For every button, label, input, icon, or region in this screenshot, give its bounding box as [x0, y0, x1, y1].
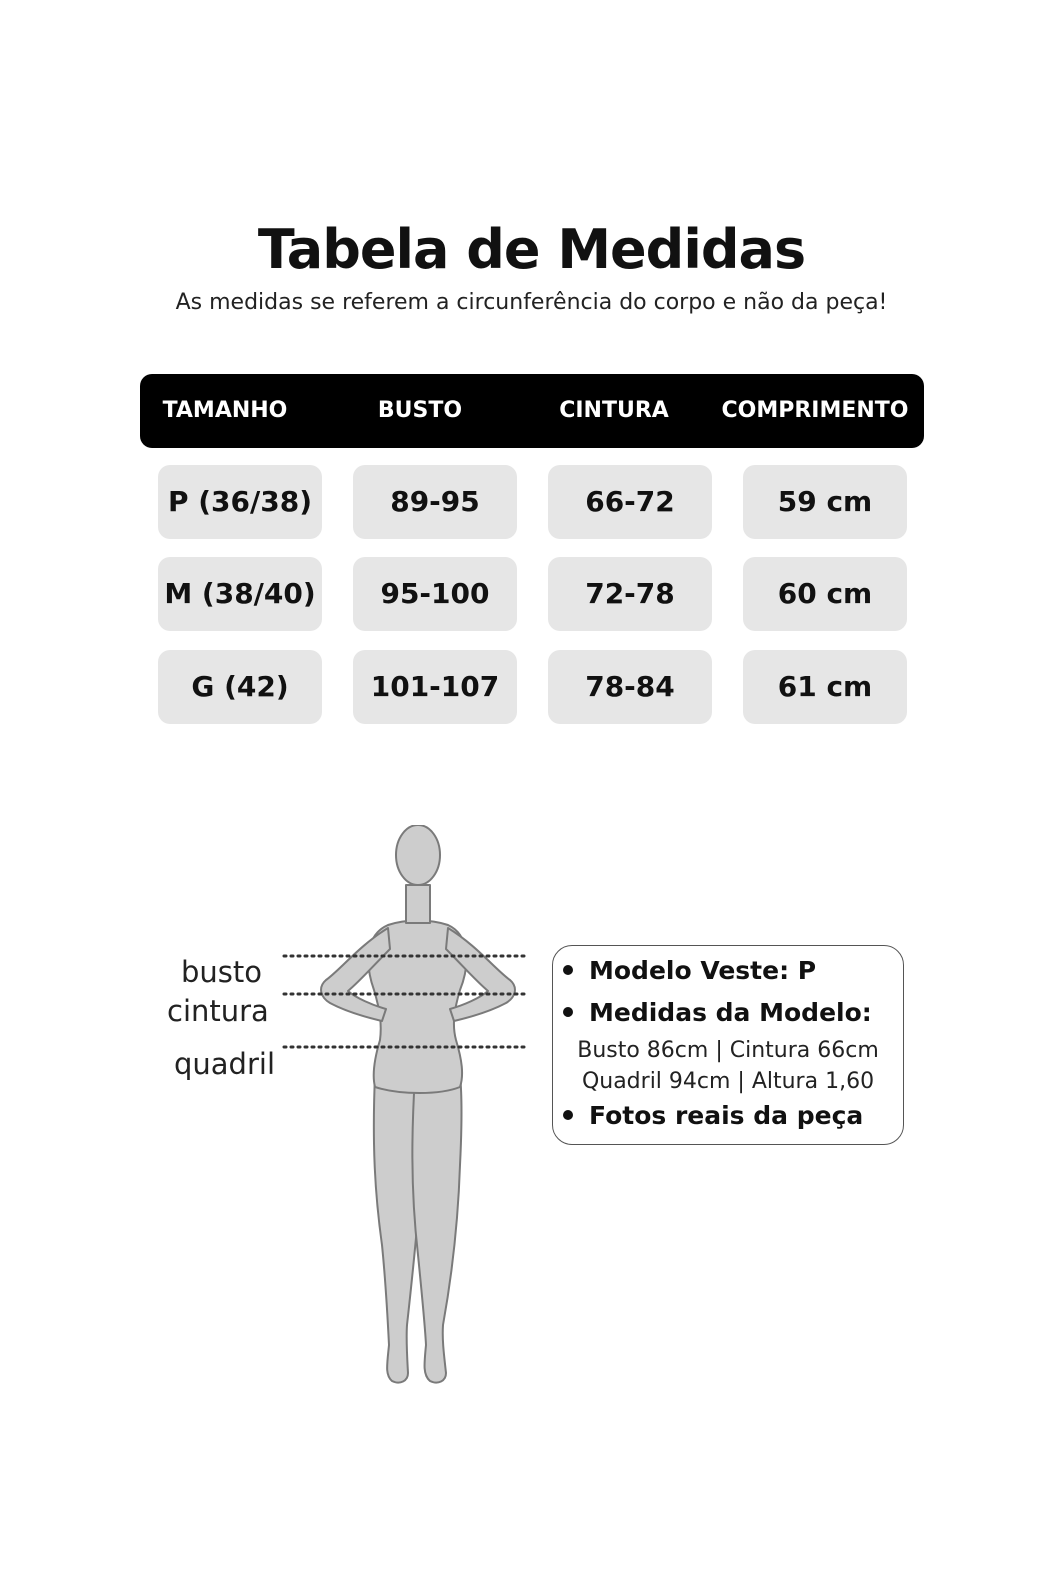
model-info-box — [552, 945, 904, 1145]
table-header — [140, 374, 924, 448]
body-figure-illustration — [160, 825, 550, 1415]
bullet-fotos-reais: Fotos reais da peça — [563, 1101, 863, 1130]
page-subtitle: As medidas se referem a circunferência do corpo e não da peça! — [175, 290, 888, 315]
cell-cintura: 72-78 — [548, 557, 712, 631]
cell-comprimento: 59 cm — [743, 465, 907, 539]
bullet-dot-icon — [563, 1007, 573, 1017]
cell-cintura: 78-84 — [548, 650, 712, 724]
bullet-medidas-modelo: Medidas da Modelo: — [563, 998, 872, 1027]
bullet-dot-icon — [563, 965, 573, 975]
header-tamanho: TAMANHO — [162, 398, 288, 423]
model-measures-line2: Quadril 94cm | Altura 1,60 — [581, 1069, 875, 1094]
cell-tamanho: P (36/38) — [158, 465, 322, 539]
header-cintura: CINTURA — [559, 398, 669, 423]
header-busto: BUSTO — [377, 398, 463, 423]
cell-tamanho: G (42) — [158, 650, 322, 724]
label-busto: busto — [181, 955, 263, 989]
label-quadril: quadril — [174, 1047, 276, 1081]
cell-tamanho: M (38/40) — [158, 557, 322, 631]
bullet-modelo-veste: Modelo Veste: P — [563, 956, 816, 985]
cell-busto: 89-95 — [353, 465, 517, 539]
model-measures-line1: Busto 86cm | Cintura 66cm — [577, 1038, 879, 1063]
header-comprimento: COMPRIMENTO — [721, 398, 909, 423]
bullet-dot-icon — [563, 1110, 573, 1120]
cell-cintura: 66-72 — [548, 465, 712, 539]
label-cintura: cintura — [167, 994, 269, 1028]
page-title: Tabela de Medidas — [257, 218, 806, 281]
cell-busto: 95-100 — [353, 557, 517, 631]
cell-busto: 101-107 — [353, 650, 517, 724]
cell-comprimento: 60 cm — [743, 557, 907, 631]
cell-comprimento: 61 cm — [743, 650, 907, 724]
